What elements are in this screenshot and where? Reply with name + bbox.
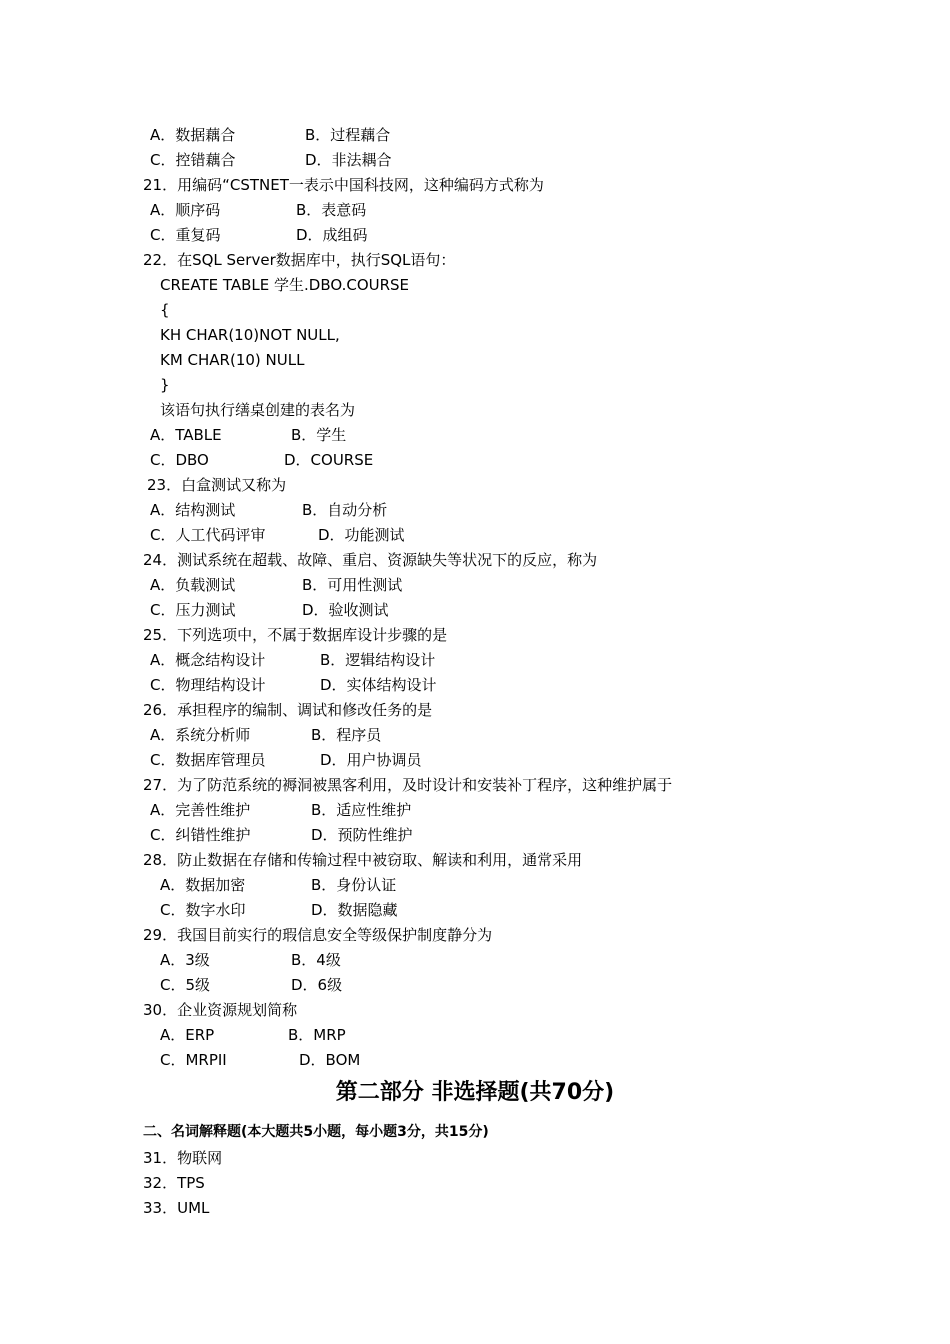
- option-text: C．DBO: [150, 451, 209, 469]
- text-line: [0, 800, 950, 820]
- question-text: 26．承担程序的编制、调试和修改任务的是: [143, 701, 433, 719]
- text-line: [0, 375, 950, 395]
- text-line: [0, 200, 950, 220]
- option-text: D．预防性维护: [311, 826, 413, 844]
- text-line: [0, 175, 950, 195]
- text-line: [0, 425, 950, 445]
- text-line: [0, 725, 950, 745]
- option-text: C．重复码: [150, 226, 221, 244]
- question-text: 21．用编码“CSTNET一表示中国科技网，这种编码方式称为: [143, 176, 544, 194]
- option-text: B．可用性测试: [302, 576, 403, 594]
- question-text: {: [160, 301, 170, 319]
- option-text: D．实体结构设计: [320, 676, 437, 694]
- option-text: D．功能测试: [318, 526, 405, 544]
- text-line: [0, 925, 950, 945]
- text-line: [0, 500, 950, 520]
- option-text: A．系统分析师: [150, 726, 251, 744]
- question-text: 30．企业资源规划简称: [143, 1001, 298, 1019]
- section-title: 第二部分 非选择题(共70分): [335, 1080, 615, 1105]
- term-text: 31．物联网: [143, 1149, 223, 1167]
- option-text: A．负载测试: [150, 576, 236, 594]
- text-line: [0, 150, 950, 170]
- option-text: C．压力测试: [150, 601, 236, 619]
- question-text: 28．防止数据在存储和传输过程中被窃取、解读和利用，通常采用: [143, 851, 583, 869]
- text-line: [0, 525, 950, 545]
- question-text: 22．在SQL Server数据库中，执行SQL语句：: [143, 251, 456, 269]
- text-line: [0, 400, 950, 420]
- option-text: D．验收测试: [302, 601, 389, 619]
- text-line: [0, 675, 950, 695]
- question-text: 24．测试系统在超载、故障、重启、资源缺失等状况下的反应，称为: [143, 551, 598, 569]
- option-text: C．数据库管理员: [150, 751, 266, 769]
- text-line: [0, 825, 950, 845]
- option-text: A．顺序码: [150, 201, 221, 219]
- question-text: }: [160, 376, 170, 394]
- option-text: D．成组码: [296, 226, 368, 244]
- text-line: [0, 275, 950, 295]
- option-text: A．完善性维护: [150, 801, 251, 819]
- option-text: A．概念结构设计: [150, 651, 266, 669]
- option-text: B．身份认证: [311, 876, 397, 894]
- text-line: [0, 475, 950, 495]
- term-item: [0, 1173, 950, 1193]
- text-line: [0, 300, 950, 320]
- option-text: C．纠错性维护: [150, 826, 251, 844]
- text-line: [0, 225, 950, 245]
- text-line: [0, 950, 950, 970]
- text-line: [0, 350, 950, 370]
- option-text: D．COURSE: [284, 451, 374, 469]
- text-line: [0, 775, 950, 795]
- option-text: B．4级: [291, 951, 341, 969]
- term-item: [0, 1198, 950, 1218]
- option-text: B．表意码: [296, 201, 367, 219]
- option-text: C．人工代码评审: [150, 526, 266, 544]
- question-text: KH CHAR(10)NOT NULL,: [160, 326, 340, 344]
- option-text: B．学生: [291, 426, 347, 444]
- option-text: C．5级: [160, 976, 211, 994]
- option-text: A．TABLE: [150, 426, 222, 444]
- option-text: D．数据隐藏: [311, 901, 398, 919]
- text-line: [0, 875, 950, 895]
- option-text: C．控错藕合: [150, 151, 236, 169]
- text-line: [0, 975, 950, 995]
- text-line: [0, 1025, 950, 1045]
- option-text: C．MRPII: [160, 1051, 227, 1069]
- term-item: [0, 1148, 950, 1168]
- text-line: [0, 125, 950, 145]
- option-text: A．ERP: [160, 1026, 215, 1044]
- option-text: A．数据藕合: [150, 126, 236, 144]
- text-line: [0, 650, 950, 670]
- option-text: D．非法耦合: [305, 151, 392, 169]
- text-line: [0, 1000, 950, 1020]
- term-text: 32．TPS: [143, 1174, 205, 1192]
- question-text: 25．下列选项中，不属于数据库设计步骤的是: [143, 626, 448, 644]
- option-text: C．数字水印: [160, 901, 246, 919]
- option-text: D．6级: [291, 976, 343, 994]
- question-text: 23．白盒测试又称为: [147, 476, 287, 494]
- text-line: [0, 450, 950, 470]
- option-text: A．3级: [160, 951, 210, 969]
- option-text: A．结构测试: [150, 501, 236, 519]
- option-text: B．适应性维护: [311, 801, 412, 819]
- option-text: B．程序员: [311, 726, 382, 744]
- option-text: B．自动分析: [302, 501, 388, 519]
- question-text: CREATE TABLE 学生.DBO.COURSE: [160, 276, 410, 294]
- option-text: C．物理结构设计: [150, 676, 266, 694]
- text-line: [0, 900, 950, 920]
- option-text: D．BOM: [299, 1051, 361, 1069]
- option-text: D．用户协调员: [320, 751, 422, 769]
- text-line: [0, 325, 950, 345]
- section-subheading: 二、名词解释题(本大题共5小题，每小题3分，共15分): [143, 1124, 489, 1140]
- text-line: [0, 550, 950, 570]
- text-line: [0, 600, 950, 620]
- text-line: [0, 1050, 950, 1070]
- option-text: B．逻辑结构设计: [320, 651, 436, 669]
- question-text: 该语句执行缮桌创建的表名为: [160, 401, 356, 419]
- text-line: [0, 700, 950, 720]
- text-line: [0, 625, 950, 645]
- question-text: 27．为了防范系统的褥洞被黑客利用，及时设计和安装补丁程序，这种维护属于: [143, 776, 673, 794]
- question-text: KM CHAR(10) NULL: [160, 351, 305, 369]
- option-text: B．过程藕合: [305, 126, 391, 144]
- option-text: B．MRP: [288, 1026, 346, 1044]
- text-line: [0, 250, 950, 270]
- option-text: A．数据加密: [160, 876, 246, 894]
- term-text: 33．UML: [143, 1199, 210, 1217]
- text-line: [0, 750, 950, 770]
- text-line: [0, 575, 950, 595]
- question-text: 29．我国目前实行的瑕信息安全等级保护制度静分为: [143, 926, 493, 944]
- text-line: [0, 850, 950, 870]
